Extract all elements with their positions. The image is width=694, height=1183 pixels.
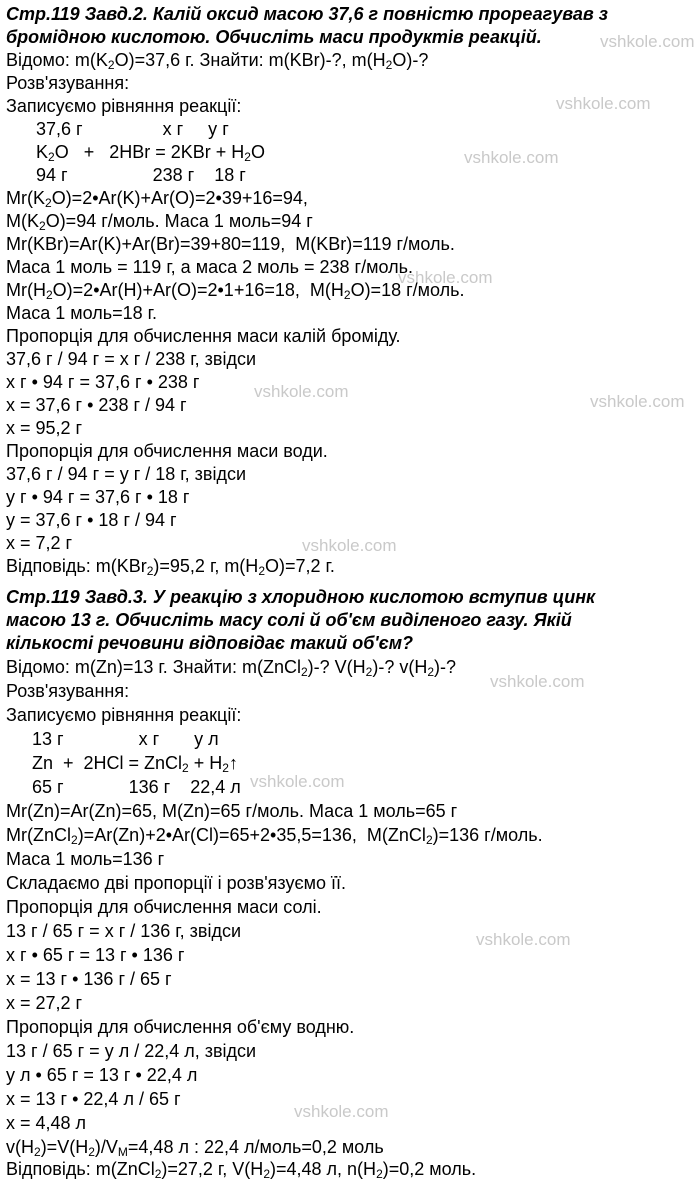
- watermark: vshkole.com: [250, 772, 345, 791]
- task3-line: х = 13 г • 136 г / 65 г: [6, 969, 172, 989]
- task2-line: 37,6 г / 94 г = х г / 238 г, звідси: [6, 349, 257, 369]
- task2-equation-bottom: 94 г 238 г 18 г: [36, 165, 246, 185]
- task2-line: у = 37,6 г • 18 г / 94 г: [6, 510, 177, 530]
- task3-title-line: масою 13 г. Обчисліть масу солі й об'єм виділеного газу. Якій: [6, 610, 572, 630]
- task2-line: Пропорція для обчислення маси води.: [6, 441, 328, 461]
- task3-solution-label: Розв'язування:: [6, 681, 130, 701]
- task3-line: х = 13 г • 22,4 л / 65 г: [6, 1089, 181, 1109]
- task2-line: Маса 1 моль=18 г.: [6, 303, 158, 323]
- task2-given: Відомо: $m(K_2O)=37,6$ г. Знайти: m(KBr)-?, $m(H_2O)-$?: [6, 50, 429, 72]
- task2-line: х = 95,2 г: [6, 418, 83, 438]
- task2-answer: Відповідь: m(KBr$_2$)=95,2 г, $m(H_2O)=7,2$ г.: [6, 556, 335, 578]
- task3-line: 13 г / 65 г = х г / 136 г, звідси: [6, 921, 242, 941]
- task2-line: Пропорція для обчислення маси калій броміду.: [6, 326, 401, 346]
- task2-solution-label: Розв'язування:: [6, 73, 130, 93]
- task2-title-line: Стр.119 Завд.2. Калій оксид масою 37,6 г повністю прореагував з: [6, 4, 608, 24]
- task2-equation: $K_2O + 2HBr = 2KBr + H_2O$: [36, 142, 265, 164]
- task3-line: у л • 65 г = 13 г • 22,4 л: [6, 1065, 198, 1085]
- watermark: vshkole.com: [590, 392, 685, 411]
- task3-line: Пропорція для обчислення об'єму водню.: [6, 1017, 355, 1037]
- watermark: vshkole.com: [294, 1102, 389, 1121]
- task3-equation-bottom: 65 г 136 г 22,4 л: [32, 777, 241, 797]
- task3-line: х = 27,2 г: [6, 993, 83, 1013]
- task2-line: 37,6 г / 94 г = у г / 18 г, звідси: [6, 464, 247, 484]
- watermark: vshkole.com: [490, 672, 585, 691]
- watermark: vshkole.com: [398, 268, 493, 287]
- task3-line: $v(H_2)=V(H_2)/V_M=4,48$ л : 22,4 л/моль=0,2 моль: [6, 1137, 384, 1159]
- task3-given: Відомо: m(Zn)=13 г. Знайти: m(ZnCl$_2$)-? $V(H_2)-$? $v(H_2)-$?: [6, 657, 457, 679]
- task3-answer: Відповідь: m(ZnCl$_2$)=27,2 г, $V(H_2)=4,48$ л, $n(H_2)=0,2$ моль.: [6, 1159, 477, 1181]
- task2-title-line: бромідною кислотою. Обчисліть маси продуктів реакцій.: [6, 27, 542, 47]
- task3-line: 13 г / 65 г = у л / 22,4 л, звідси: [6, 1041, 257, 1061]
- task2-write-equation: Записуємо рівняння реакції:: [6, 96, 242, 116]
- task3-line: х г • 65 г = 13 г • 136 г: [6, 945, 185, 965]
- task3-title-line: Стр.119 Завд.3. У реакцію з хлоридною кислотою вступив цинк: [6, 587, 596, 607]
- task3-line: Складаємо дві пропорції і розв'язуємо її.: [6, 873, 347, 893]
- task3-write-equation: Записуємо рівняння реакції:: [6, 705, 242, 725]
- task2-equation-top: 37,6 г х г у г: [36, 119, 229, 139]
- task3-line: Пропорція для обчислення маси солі.: [6, 897, 322, 917]
- task3-equation-top: 13 г х г у л: [32, 729, 219, 749]
- task3-equation: Zn + 2HCl = ZnCl$_2$ + $H_2↑$: [32, 753, 238, 775]
- task3-line: х = 4,48 л: [6, 1113, 87, 1133]
- task2-line: $Mr(K_2O)=2•Ar(K)+Ar(O)=2•39+16=94$,: [6, 188, 308, 210]
- task2-line: х = 37,6 г • 238 г / 94 г: [6, 395, 187, 415]
- task2-line: $Mr(H_2O)=2•Ar(H)+Ar(O)=2•1+16=18$, $M(H_2O)=18$ г/моль.: [6, 280, 465, 302]
- watermark: vshkole.com: [302, 536, 397, 555]
- watermark: vshkole.com: [254, 382, 349, 401]
- task3-line: Mr(Zn)=Ar(Zn)=65, M(Zn)=65 г/моль. Маса 1 моль=65 г: [6, 801, 458, 821]
- task3-title-line: кількості речовини відповідає такий об'єм?: [6, 633, 414, 653]
- task2-line: х = 7,2 г: [6, 533, 73, 553]
- watermark: vshkole.com: [476, 930, 571, 949]
- task2-line: Mr(KBr)=Ar(K)+Ar(Br)=39+80=119, M(KBr)=119 г/моль.: [6, 234, 455, 254]
- task2-line: $M(K_2O)=94$ г/моль. Маса 1 моль=94 г: [6, 211, 313, 233]
- task3-line: Маса 1 моль=136 г: [6, 849, 165, 869]
- task2-line: Маса 1 моль = 119 г, а маса 2 моль = 238 г/моль.: [6, 257, 413, 277]
- watermark: vshkole.com: [600, 32, 694, 51]
- task3-line: Mr(ZnCl$_2$)=Ar(Zn)+2•Ar(Cl)=65+2•35,5=136, M(ZnCl$_2$)=136 г/моль.: [6, 825, 543, 847]
- task2-line: х г • 94 г = 37,6 г • 238 г: [6, 372, 200, 392]
- watermark: vshkole.com: [556, 94, 651, 113]
- watermark: vshkole.com: [464, 148, 559, 167]
- task2-line: у г • 94 г = 37,6 г • 18 г: [6, 487, 190, 507]
